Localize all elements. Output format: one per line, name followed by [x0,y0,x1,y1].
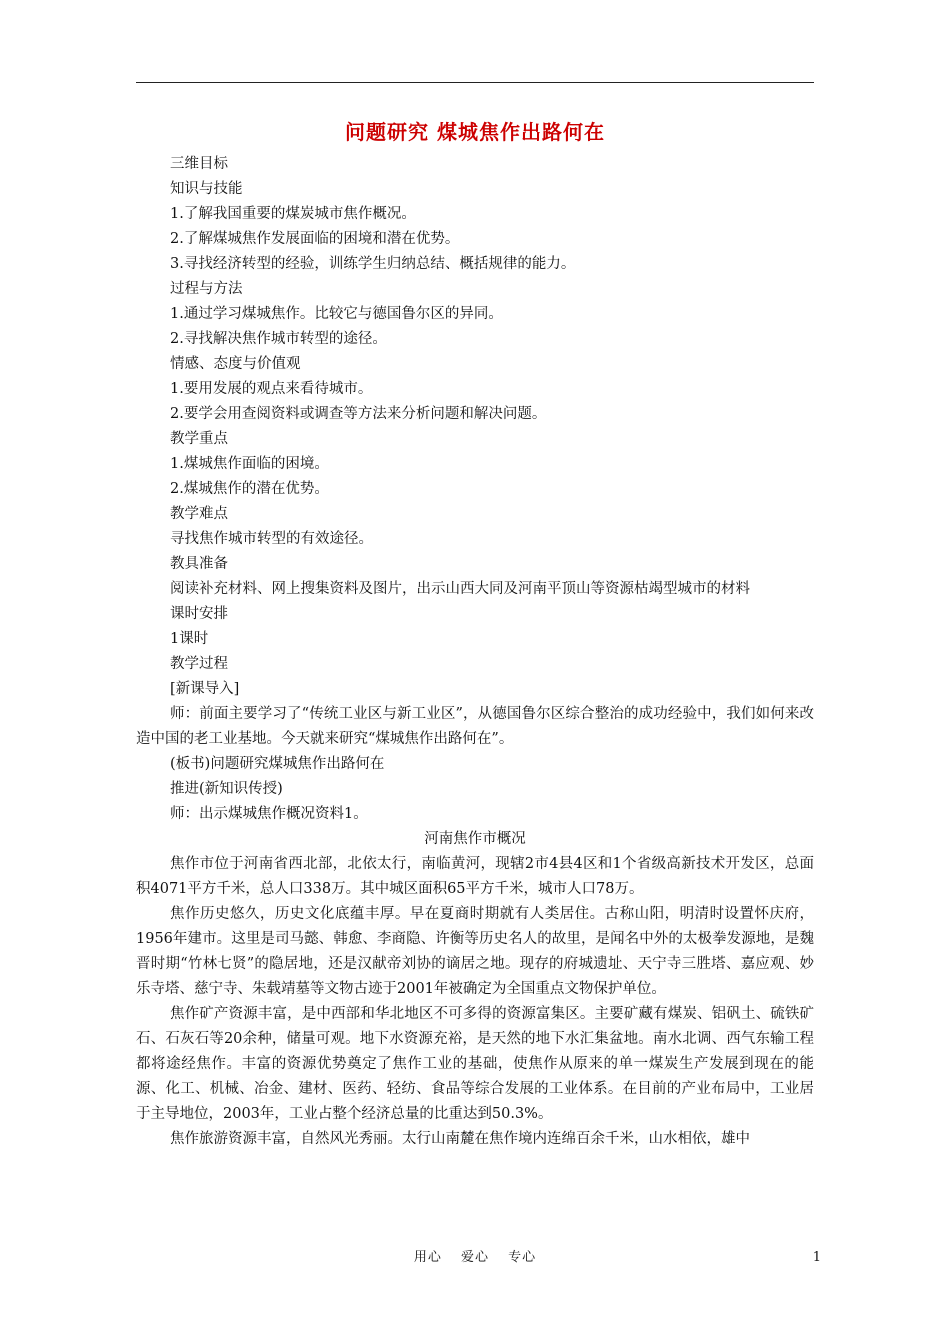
footer-motto: 用心 爱心 专心 [413,1250,537,1265]
document-body [136,112,814,1152]
text-line: 教具准备 [170,556,228,572]
header-rule [136,82,814,83]
body-paragraph: 焦作旅游资源丰富，自然风光秀丽。太行山南麓在焦作境内连绵百余千米，山水相依，雄中 [170,1131,750,1147]
body-paragraph: 焦作历史悠久，历史文化底蕴丰厚。早在夏商时期就有人类居住。古称山阳，明清时设置怀庆府，1956年建市。这里是司马懿、韩愈、李商隐、许衡等历史名人的故里，是闻名中外的太极拳发源地，是魏晋时期“竹林七贤”的隐居地，还是汉献帝刘协的谪居之地。现存的府城遗址、天宁寺三胜塔、嘉应观、妙乐寺塔、慈宁寺、朱载靖墓等文物古迹于2001年被确定为全国重点文物保护单位。 [136,906,814,997]
section-heading: 河南焦作市概况 [424,831,526,847]
text-line: (板书)问题研究煤城焦作出路何在 [170,756,385,772]
text-line: 1.通过学习煤城焦作。比较它与德国鲁尔区的异同。 [170,306,503,322]
text-line: 2.要学会用查阅资料或调查等方法来分析问题和解决问题。 [170,406,547,422]
page-number: 1 [812,1250,821,1265]
intro-paragraph: 师：前面主要学习了“传统工业区与新工业区”，从德国鲁尔区综合整治的成功经验中，我们如何来改造中国的老工业基地。今天就来研究“煤城焦作出路何在”。 [136,706,814,747]
text-line: 3.寻找经济转型的经验，训练学生归纳总结、概括规律的能力。 [170,256,576,272]
text-line: 教学过程 [170,656,228,672]
text-line: 情感、态度与价值观 [170,356,301,372]
text-line: 教学难点 [170,506,228,522]
text-line: 2.寻找解决焦作城市转型的途径。 [170,331,387,347]
text-line: 1课时 [170,631,209,647]
text-line: 过程与方法 [170,281,243,297]
body-paragraph: 焦作市位于河南省西北部，北依太行，南临黄河，现辖2市4县4区和1个省级高新技术开发区，总面积4071平方千米，总人口338万。其中城区面积65平方千米，城市人口78万。 [136,856,814,897]
text-line: 课时安排 [170,606,228,622]
text-line: 推进(新知识传授) [170,781,283,797]
page-title: 问题研究 煤城焦作出路何在 [345,120,605,144]
materials-paragraph: 阅读补充材料、网上搜集资料及图片，出示山西大同及河南平顶山等资源枯竭型城市的材料 [170,581,750,597]
text-line: [新课导入] [170,681,240,697]
body-paragraph: 焦作矿产资源丰富，是中西部和华北地区不可多得的资源富集区。主要矿藏有煤炭、铝矾土、硫铁矿石、石灰石等20余种，储量可观。地下水资源充裕，是天然的地下水汇集盆地。南水北调、西气东输工程都将途经焦作。丰富的资源优势奠定了焦作工业的基础，使焦作从原来的单一煤炭生产发展到现在的能源、化工、机械、冶金、建材、医药、轻纺、食品等综合发展的工业体系。在目前的产业布局中，工业居于主导地位，2003年，工业占整个经济总量的比重达到50.3%。 [136,1006,814,1122]
text-line: 寻找焦作城市转型的有效途径。 [170,531,373,547]
text-line: 2.了解煤城焦作发展面临的困境和潜在优势。 [170,231,460,247]
text-line: 知识与技能 [170,181,243,197]
text-line: 1.煤城焦作面临的困境。 [170,456,329,472]
text-line: 1.要用发展的观点来看待城市。 [170,381,373,397]
text-line: 教学重点 [170,431,228,447]
text-line: 1.了解我国重要的煤炭城市焦作概况。 [170,206,416,222]
text-line: 师：出示煤城焦作概况资料1。 [170,806,368,822]
text-line: 2.煤城焦作的潜在优势。 [170,481,329,497]
text-line: 三维目标 [170,156,228,172]
